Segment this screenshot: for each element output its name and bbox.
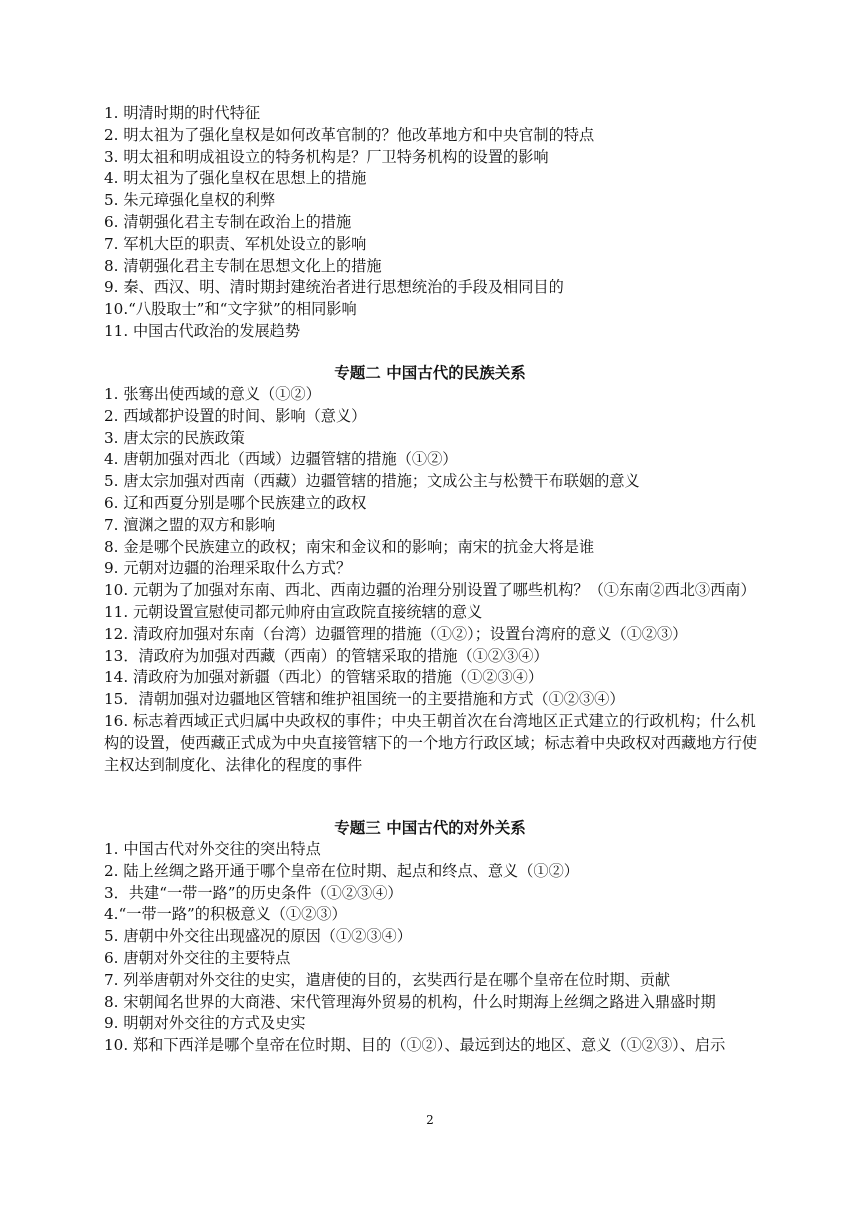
list-item: 11. 中国古代政治的发展趋势: [104, 321, 301, 340]
list-item: 16. 标志着西域正式归属中央政权的事件；中央王朝首次在台湾地区正式建立的行政机构；什么机构的设置，使西藏正式成为中央直接管辖下的一个地方行政区域；标志着中央政权对西藏地方行使主权达到制度化、法律化的程度的事件: [104, 711, 758, 774]
list-item: 10. 元朝为了加强对东南、西北、西南边疆的治理分别设置了哪些机构？（①东南②西北③西南）: [104, 581, 756, 600]
list-item: 9. 秦、西汉、明、清时期封建统治者进行思想统治的手段及相同目的: [104, 278, 564, 297]
list-item: 5. 朱元璋强化皇权的利弊: [104, 191, 276, 210]
list-item: 3. 唐太宗的民族政策: [104, 428, 245, 447]
list-item: 6. 辽和西夏分别是哪个民族建立的政权: [104, 493, 367, 512]
list-item: 3. 明太祖和明成祖设立的特务机构是？厂卫特务机构的设置的影响: [104, 147, 549, 166]
list-item: 15．清朝加强对边疆地区管辖和维护祖国统一的主要措施和方式（①②③④）: [104, 690, 625, 709]
list-item: 5. 唐太宗加强对西南（西藏）边疆管辖的措施；文成公主与松赞干布联姻的意义: [104, 472, 640, 491]
list-item: 1. 明清时期的时代特征: [104, 104, 261, 122]
section1-list: [104, 103, 766, 343]
list-item: 8. 清朝强化君主专制在思想文化上的措施: [104, 256, 382, 275]
section2-title: 专题二 中国古代的民族关系: [334, 364, 526, 382]
list-item: 3．共建“一带一路”的历史条件（①②③④）: [104, 883, 403, 902]
list-item: 6. 清朝强化君主专制在政治上的措施: [104, 212, 352, 231]
list-item: 4. 明太祖为了强化皇权在思想上的措施: [104, 169, 367, 188]
list-item: 14. 清政府为加强对新疆（西北）的管辖采取的措施（①②③④）: [104, 668, 544, 687]
list-item: 1. 中国古代对外交往的突出特点: [104, 840, 321, 858]
list-item: 2. 陆上丝绸之路开通于哪个皇帝在位时期、起点和终点、意义（①②）: [104, 861, 579, 880]
list-item: 10.“八股取士”和“文字狱”的相同影响: [104, 300, 357, 319]
list-item: 11. 元朝设置宣慰使司都元帅府由宣政院直接统辖的意义: [104, 602, 483, 621]
list-item: 8. 金是哪个民族建立的政权；南宋和金议和的影响；南宋的抗金大将是谁: [104, 537, 595, 556]
list-item: 7. 军机大臣的职责、军机处设立的影响: [104, 234, 367, 253]
list-item: 1. 张骞出使西域的意义（①②）: [104, 385, 321, 403]
list-item: 4. 唐朝加强对西北（西域）边疆管辖的措施（①②）: [104, 450, 458, 469]
list-item: 10. 郑和下西洋是哪个皇帝在位时期、目的（①②）、最远到达的地区、意义（①②③）、启示: [104, 1036, 726, 1055]
section3-title: 专题三 中国古代的对外关系: [334, 819, 526, 837]
list-item: 2. 西域都护设置的时间、影响（意义）: [104, 406, 367, 425]
list-item: 12. 清政府加强对东南（台湾）边疆管理的措施（①②）；设置台湾府的意义（①②③）: [104, 624, 688, 643]
list-item: 9. 明朝对外交往的方式及史实: [104, 1014, 306, 1033]
list-item: 13．清政府为加强对西藏（西南）的管辖采取的措施（①②③④）: [104, 646, 549, 665]
page-number: 2: [426, 1113, 434, 1127]
section3-list: [104, 839, 766, 1057]
list-item: 9. 元朝对边疆的治理采取什么方式？: [104, 559, 352, 578]
list-item: 2. 明太祖为了强化皇权是如何改革官制的？他改革地方和中央官制的特点: [104, 125, 595, 144]
list-item: 5. 唐朝中外交往出现盛况的原因（①②③④）: [104, 927, 412, 946]
list-item: 7. 澶渊之盟的双方和影响: [104, 515, 276, 534]
section2-list: [104, 384, 766, 776]
list-item: 4.“一带一路”的积极意义（①②③）: [104, 905, 347, 924]
list-item: 6. 唐朝对外交往的主要特点: [104, 948, 291, 967]
list-item: 7. 列举唐朝对外交往的史实，遣唐使的目的，玄奘西行是在哪个皇帝在位时期、贡献: [104, 970, 671, 989]
list-item: 8. 宋朝闻名世界的大商港、宋代管理海外贸易的机构，什么时期海上丝绸之路进入鼎盛时期: [104, 992, 716, 1011]
